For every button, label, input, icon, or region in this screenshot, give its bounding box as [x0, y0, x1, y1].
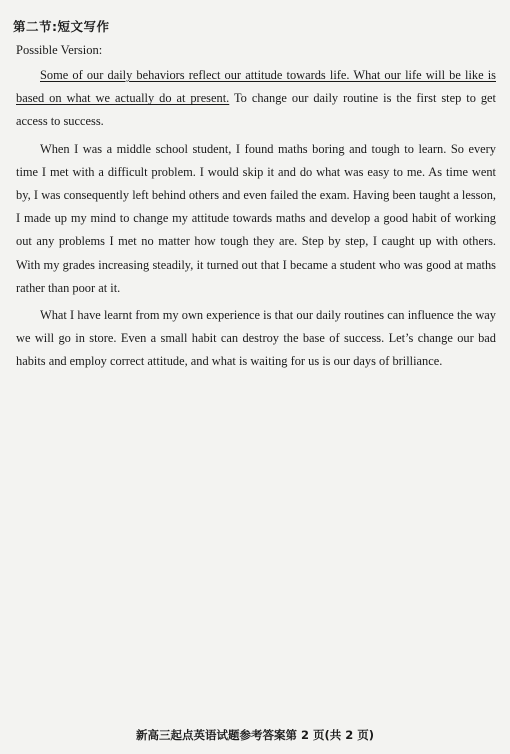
possible-version-label: Possible Version:	[16, 43, 103, 57]
essay-paragraph-2: When I was a middle school student, I found maths boring and tough to learn. So every time I met with a difficult problem. I would skip it and do what was easy to me. As time went by, I was consequently left behind others and even failed the exam. Having been taught a lesson, I made up my mind to change my attitude towards maths and develop a good habit of working out any problems I met no matter how tough they are. Step by step, I caught up with others. With my grades increasing steadily, it turned out that I became a student who was good at maths rather than poor at it.	[16, 141, 496, 295]
essay-body	[16, 64, 496, 378]
essay-paragraph-1	[16, 64, 496, 134]
essay-paragraph-3: What I have learnt from my own experience is that our daily routines can influence the way we will go in store. Even a small habit can destroy the base of success. Let’s change our bad habits and employ correct attitude, and what is waiting for us is our days of brilliance.	[16, 308, 496, 369]
paragraph-1-rest: To change our daily routine is the first step to get access to success.	[16, 91, 496, 129]
underlined-sentences: Some of our daily behaviors reflect our attitude towards life. What our life will be like is based on what we actually do at present.	[16, 68, 496, 106]
page-footer: 新高三起点英语试题参考答案第 2 页(共 2 页)	[135, 728, 375, 742]
section-title: 第二节:短文写作	[13, 19, 110, 34]
